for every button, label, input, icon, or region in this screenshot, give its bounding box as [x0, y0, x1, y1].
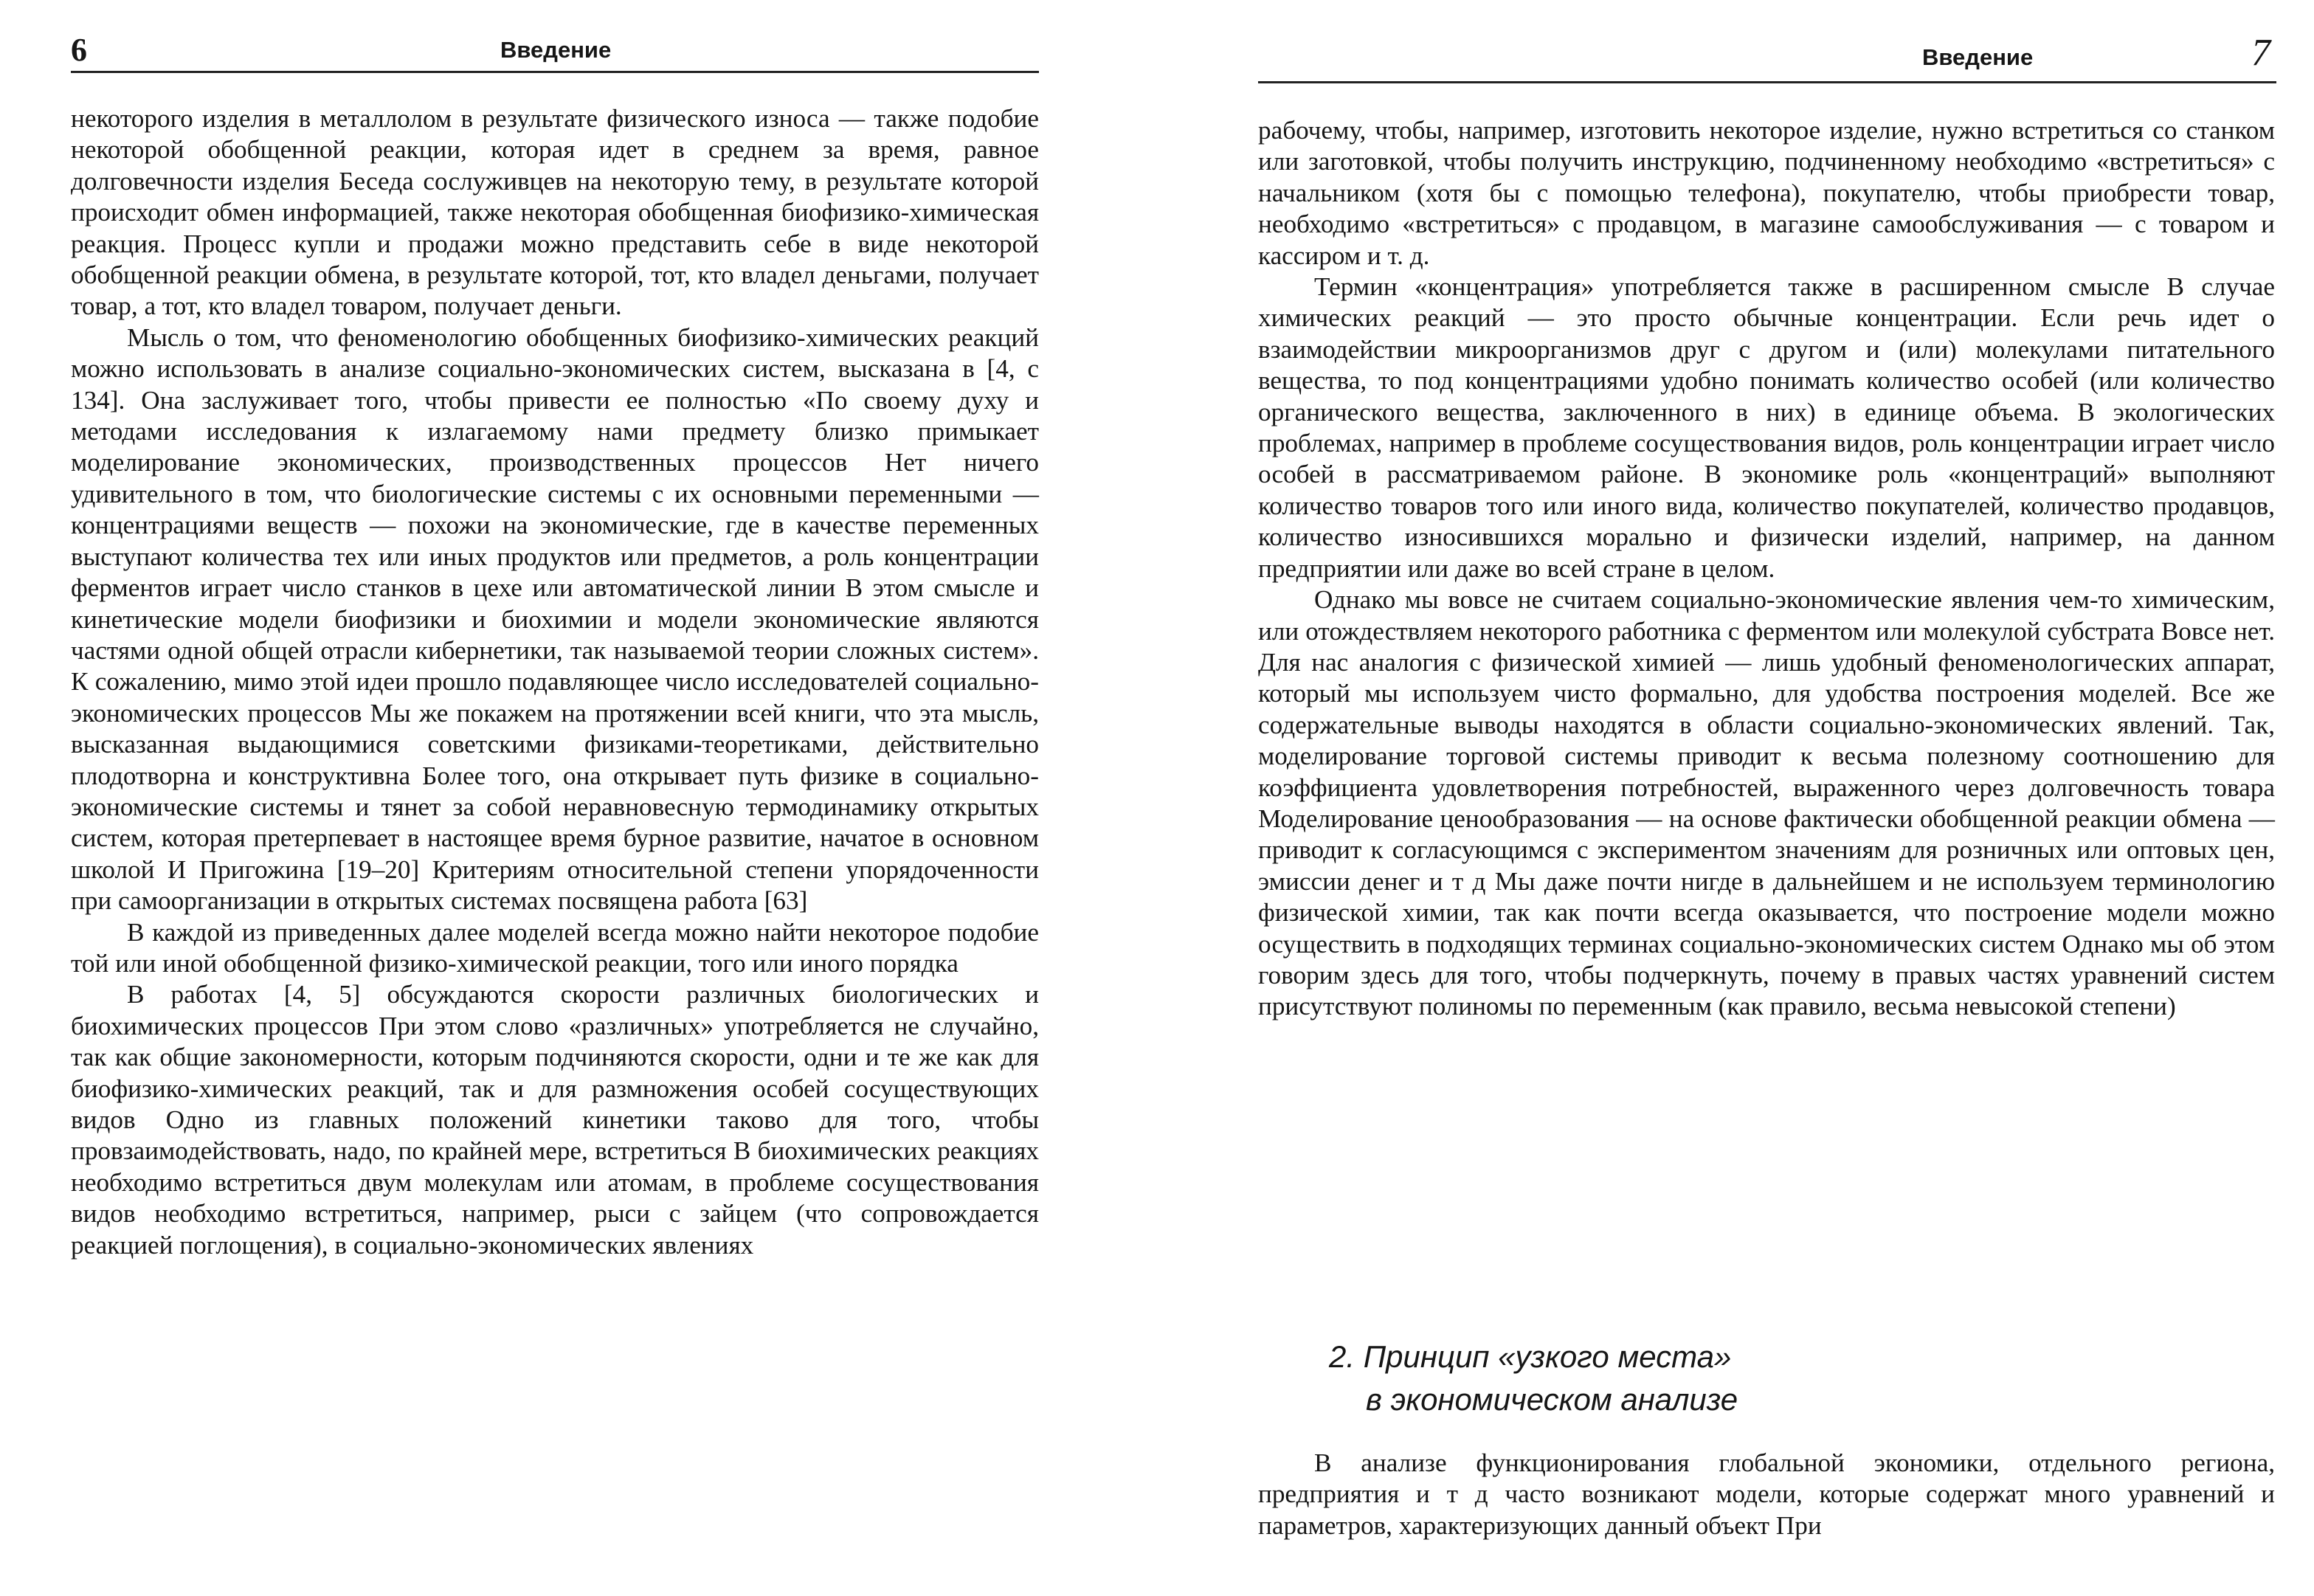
paragraph: В каждой из приведенных далее моделей всегда можно найти некоторое подобие той или иной обобщенной физико-химической реакции, того или иного порядка: [71, 917, 1039, 978]
paragraph: некоторого изделия в металлолом в результате физического износа — также подобие некоторой обобщенной реакции, которая идет в среднем за время, равное долговечности изделия Беседа сослуживцев на некоторую тему, в результате которой происходит обмен информацией, также некоторая обобщенная биофизико-химическая реакция. Процесс купли и продажи можно представить себе в виде некоторой обобщенной реакции обмена, в результате которой, тот, кто владел деньгами, получает товар, а тот, кто владел товаром, получает деньги.: [71, 104, 1039, 321]
section-body: [1258, 1448, 2275, 1541]
paragraph: В анализе функционирования глобальной экономики, отдельного региона, предприятия и т д часто возникают модели, которые содержат много уравнений и параметров, характеризующих данный объект При: [1258, 1448, 2275, 1540]
left-page-number: 6: [71, 32, 87, 68]
paragraph: Однако мы вовсе не считаем социально-экономические явления чем-то химическим, или отождествляем некоторого работника с ферментом или молекулой субстрата Вовсе нет. Для нас аналогия с физической химией — лишь удобный феноменологических аппарат, который мы используем чисто формально, для удобства построения моделей. Все же содержательные выводы находятся в области социально-экономических явлений. Так, моделирование торговой системы приводит к весьма полезному соотношению для коэффициента удовлетворения потребностей, выраженного через долговечность товара Моделирование ценообразования — на основе фактически обобщенной реакции обмена — приводит к согласующимся с экспериментом значениям для розничных или оптовых цен, эмиссии денег и т д Мы даже почти нигде в дальнейшем и не используем терминологию физической химии, так как почти всегда оказывается, что построение модели можно осуществить в подходящих терминах социально-экономических систем Однако мы об этом говорим здесь для того, чтобы подчеркнуть, почему в правых частях уравнений систем присутствуют полиномы по переменным (как правило, весьма невысокой степени): [1258, 585, 2275, 1021]
right-running-head: Введение: [1922, 44, 2034, 70]
section-heading-line-1: 2. Принцип «узкого места»: [1329, 1339, 1732, 1374]
paragraph: Термин «концентрация» употребляется также в расширенном смысле В случае химических реакций — это просто обычные концентрации. Если речь идет о взаимодействии микроорганизмов друг с другом и (или) молекулами питательного вещества, то под концентрациями удобно понимать количество особей (или количество органического вещества, заключенного в них) в единице объема. В экологических проблемах, например в проблеме сосуществования видов, роль концентрации играет число особей в рассматриваемом районе. В экономике роль «концентраций» выполняют количество товаров того или иного вида, количество покупателей, количество продавцов, количество износившихся морально и физически изделий, например, на данном предприятии или даже во всей стране в целом.: [1258, 272, 2275, 583]
paragraph: В работах [4, 5] обсуждаются скорости различных биологических и биохимических процессов При этом слово «различных» употребляется не случайно, так как общие закономерности, которым подчиняются скорости, одни и те же как для биофизико-химических реакций, так и для размножения особей сосуществующих видов Одно из главных положений кинетики таково для того, чтобы провзаимодействовать, надо, по крайней мере, встретиться В биохимических реакциях необходимо встретиться двум молекулам или атомам, в проблеме сосуществования видов необходимо встретиться, например, рыси с зайцем (что сопровождается реакцией поглощения), в социально-экономических явлениях: [71, 980, 1039, 1260]
right-page-body: [1258, 115, 2275, 1023]
paragraph: Мысль о том, что феноменологию обобщенных биофизико-химических реакций можно использовать в анализе социально-экономических систем, высказана в [4, с 134]. Она заслуживает того, чтобы привести ее полностью «По своему духу и методами исследования к излагаемому нами предмету близко примыкает моделирование экономических, производственных процессов Нет ничего удивительного в том, что биологические системы с их основными переменными — концентрациями веществ — похожи на экономические, где в качестве переменных выступают количества тех или иных продуктов или предметов, а роль концентрации ферментов играет число станков в цехе или автоматической линии В этом смысле и кинетические модели биофизики и биохимии и модели экономические являются частями одной общей отрасли кибернетики, так называемой теории сложных систем». К сожалению, мимо этой идеи прошло подавляющее число исследователей социально-экономических процессов Мы же покажем на протяжении всей книги, что эта мысль, высказанная выдающимися советскими физиками-теоретиками, действительно плодотворна и конструктивна Более того, она открывает путь физике в социально-экономические системы и тянет за собой неравновесную термодинамику открытых систем, которая претерпевает в настоящее время бурное развитие, начатое в основном школой И Пригожина [19–20] Критериям относительной степени упорядоченности при самоорганизации в открытых системах посвящена работа [63]: [71, 322, 1039, 916]
right-page-header: [1258, 32, 2276, 83]
left-running-head: Введение: [500, 37, 612, 63]
right-page: [1157, 0, 2314, 1596]
paragraph: рабочему, чтобы, например, изготовить некоторое изделие, нужно встретиться со станком или заготовкой, чтобы получить инструкцию, подчиненному необходимо «встретиться» с начальником (хотя бы с помощью телефона), покупателю, чтобы приобрести товар, необходимо «встретиться» с продавцом, в магазине самообслуживания — с товаром и кассиром и т. д.: [1258, 116, 2275, 270]
right-page-number: 7: [2251, 32, 2270, 74]
section-heading-line-2: в экономическом анализе: [1366, 1382, 1738, 1417]
left-page-header: [71, 31, 1039, 73]
section-heading: [1329, 1336, 2214, 1421]
left-page-body: [71, 103, 1039, 1261]
